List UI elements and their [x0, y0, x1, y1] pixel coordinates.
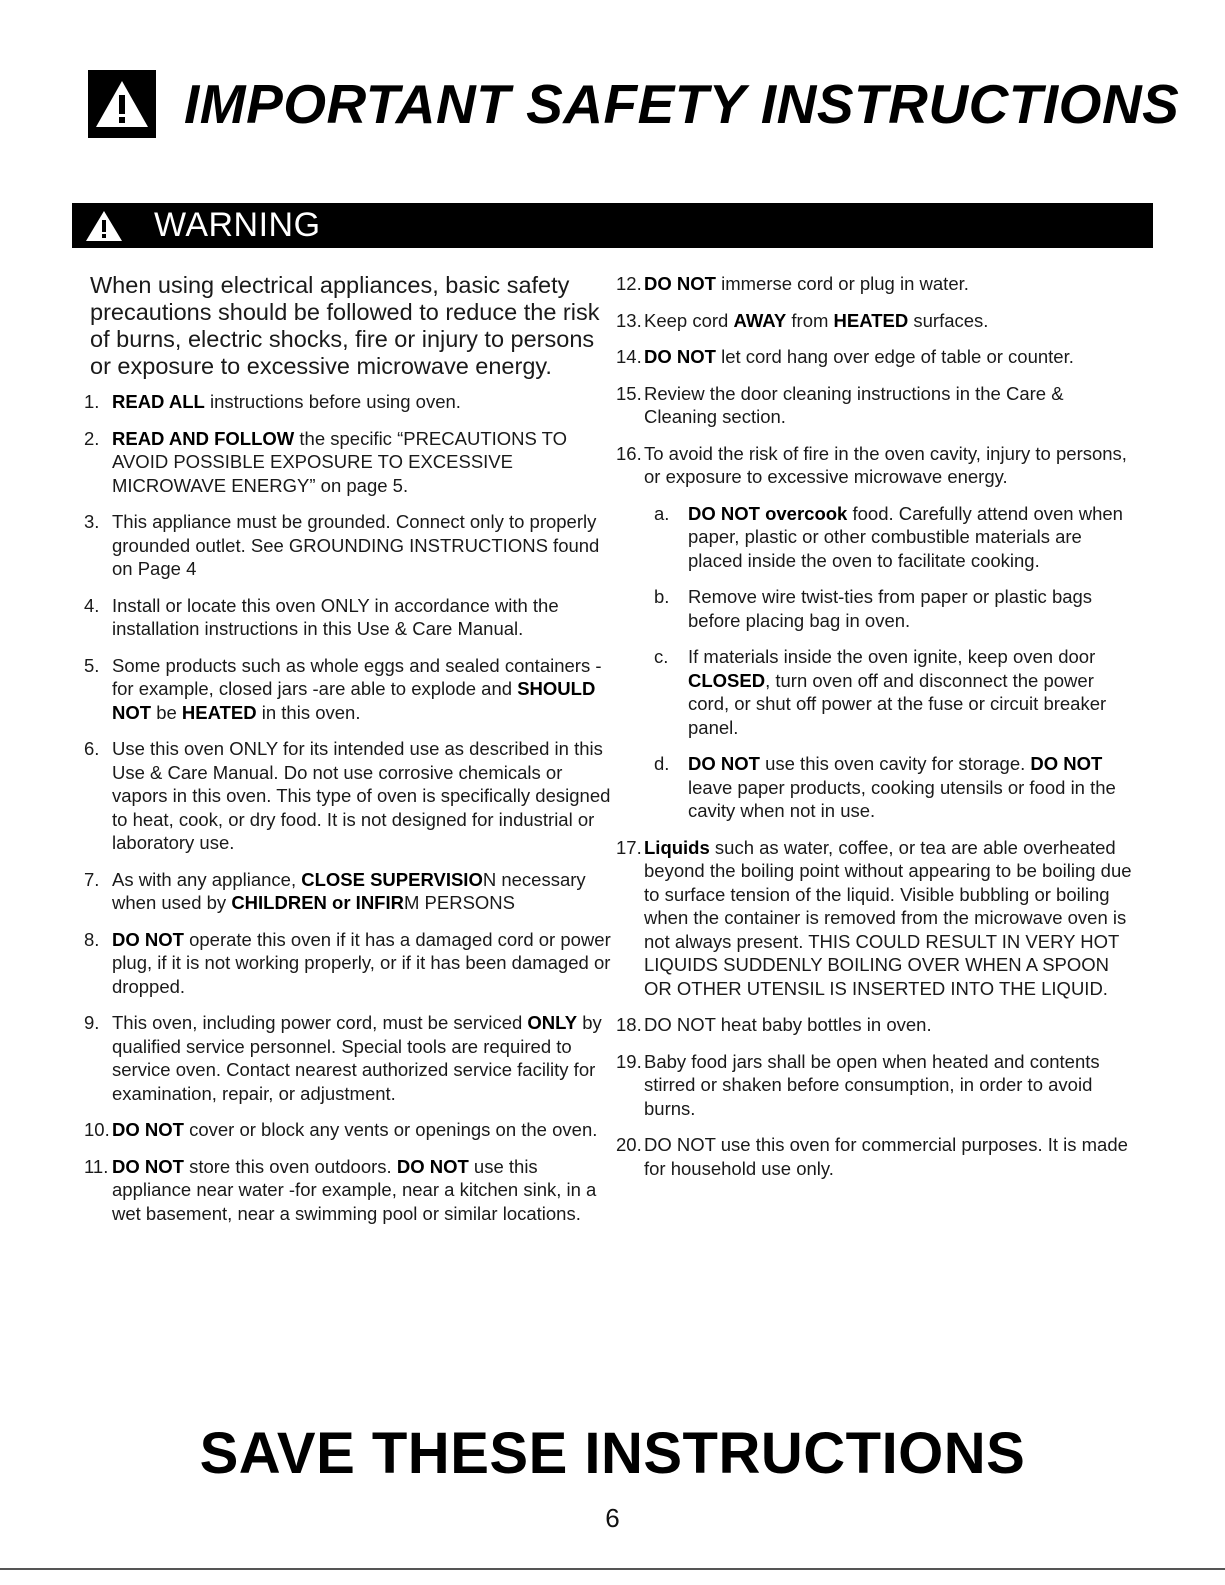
warning-triangle-icon	[88, 70, 156, 138]
list-item: 9. This oven, including power cord, must be serviced ONLY by qualified service personnel. Special tools are required to service oven. Contact nearest authorized service facility for examination, repair, or adjustment.	[84, 1012, 602, 1104]
list-item: 5. Some products such as whole eggs and sealed containers -for example, closed jars -are able to explode and SHOULD NOT be HEATED in this oven.	[84, 654, 602, 723]
right-column	[616, 272, 1136, 1193]
list-item: 15. Review the door cleaning instructions in the Care & Cleaning section.	[616, 382, 1064, 427]
list-item: 1. READ ALL instructions before using oven.	[84, 391, 461, 412]
list-item: 4. Install or locate this oven ONLY in accordance with the installation instructions in this Use & Care Manual.	[84, 594, 559, 639]
save-instructions-heading: SAVE THESE INSTRUCTIONS	[199, 1421, 1026, 1486]
list-item: 18. DO NOT heat baby bottles in oven.	[616, 1014, 932, 1035]
bottom-divider	[0, 1568, 1225, 1570]
sub-list-item: a. DO NOT overcook food. Carefully attend oven when paper, plastic or other combustible materials are placed inside the oven to facilitate cooking.	[654, 502, 1123, 571]
list-item: 13. Keep cord AWAY from HEATED surfaces.	[616, 309, 989, 331]
list-item: 3. This appliance must be grounded. Connect only to properly grounded outlet. See GROUNDING INSTRUCTIONS found on Page 4	[84, 511, 600, 579]
intro-paragraph: When using electrical appliances, basic safety precautions should be followed to reduce the risk of burns, electric shocks, fire or injury to persons or exposure to excessive microwave energy.	[90, 272, 600, 379]
page-number: 6	[605, 1503, 620, 1533]
warning-banner	[72, 203, 1153, 248]
list-item: 20. DO NOT use this oven for commercial purposes. It is made for household use only.	[616, 1134, 1128, 1179]
list-item: 19. Baby food jars shall be open when heated and contents stirred or shaken before consumption, in order to avoid burns.	[616, 1050, 1100, 1119]
page-title: IMPORTANT SAFETY INSTRUCTIONS	[184, 73, 1180, 135]
sub-list-item: c. If materials inside the oven ignite, keep oven door CLOSED, turn oven off and disconnect the power cord, or shut off power at the fuse or circuit breaker panel.	[654, 646, 1107, 738]
list-item: 14. DO NOT let cord hang over edge of table or counter.	[616, 346, 1074, 367]
list-item: 17. Liquids such as water, coffee, or tea are able overheated beyond the boiling point without appearing to be boiling due to surface tension of the liquid. Visible bubbling or boiling when the container is removed from the microwave oven is not always present. THIS COULD RESULT IN VERY HOT LIQUIDS SUDDENLY BOILING OVER WHEN A SPOON OR OTHER UTENSIL IS INSERTED INTO THE LIQUID.	[616, 836, 1132, 999]
list-item: 7. As with any appliance, CLOSE SUPERVISION necessary when used by CHILDREN or INFIRM PERSONS	[84, 868, 586, 913]
sub-list-item: d. DO NOT use this oven cavity for storage. DO NOT leave paper products, cooking utensils or food in the cavity when not in use.	[654, 753, 1116, 821]
list-item: 11. DO NOT store this oven outdoors. DO NOT use this appliance near water -for example, near a kitchen sink, in a wet basement, near a swimming pool or similar locations.	[84, 1155, 597, 1224]
list-item: 16. To avoid the risk of fire in the oven cavity, injury to persons, or exposure to excessive microwave energy.	[616, 442, 1127, 487]
page-header	[88, 70, 1179, 138]
left-column	[84, 272, 614, 1238]
warning-title: WARNING	[154, 206, 321, 244]
warning-small-icon	[84, 208, 124, 244]
list-item: 12. DO NOT immerse cord or plug in water.	[616, 273, 969, 294]
list-item: 2. READ AND FOLLOW the specific “PRECAUTIONS TO AVOID POSSIBLE EXPOSURE TO EXCESSIVE MICROWAVE ENERGY” on page 5.	[84, 427, 568, 496]
sub-list-item: b. Remove wire twist-ties from paper or plastic bags before placing bag in oven.	[654, 586, 1093, 631]
list-item: 6. Use this oven ONLY for its intended use as described in this Use & Care Manual. Do not use corrosive chemicals or vapors in this oven. This type of oven is specifically designed to heat, cook, or dry food. It is not designed for industrial or laboratory use.	[84, 738, 611, 853]
list-item: 10. DO NOT cover or block any vents or openings on the oven.	[84, 1119, 598, 1140]
list-item: 8. DO NOT operate this oven if it has a damaged cord or power plug, if it is not working properly, or if it has been damaged or dropped.	[84, 928, 611, 997]
